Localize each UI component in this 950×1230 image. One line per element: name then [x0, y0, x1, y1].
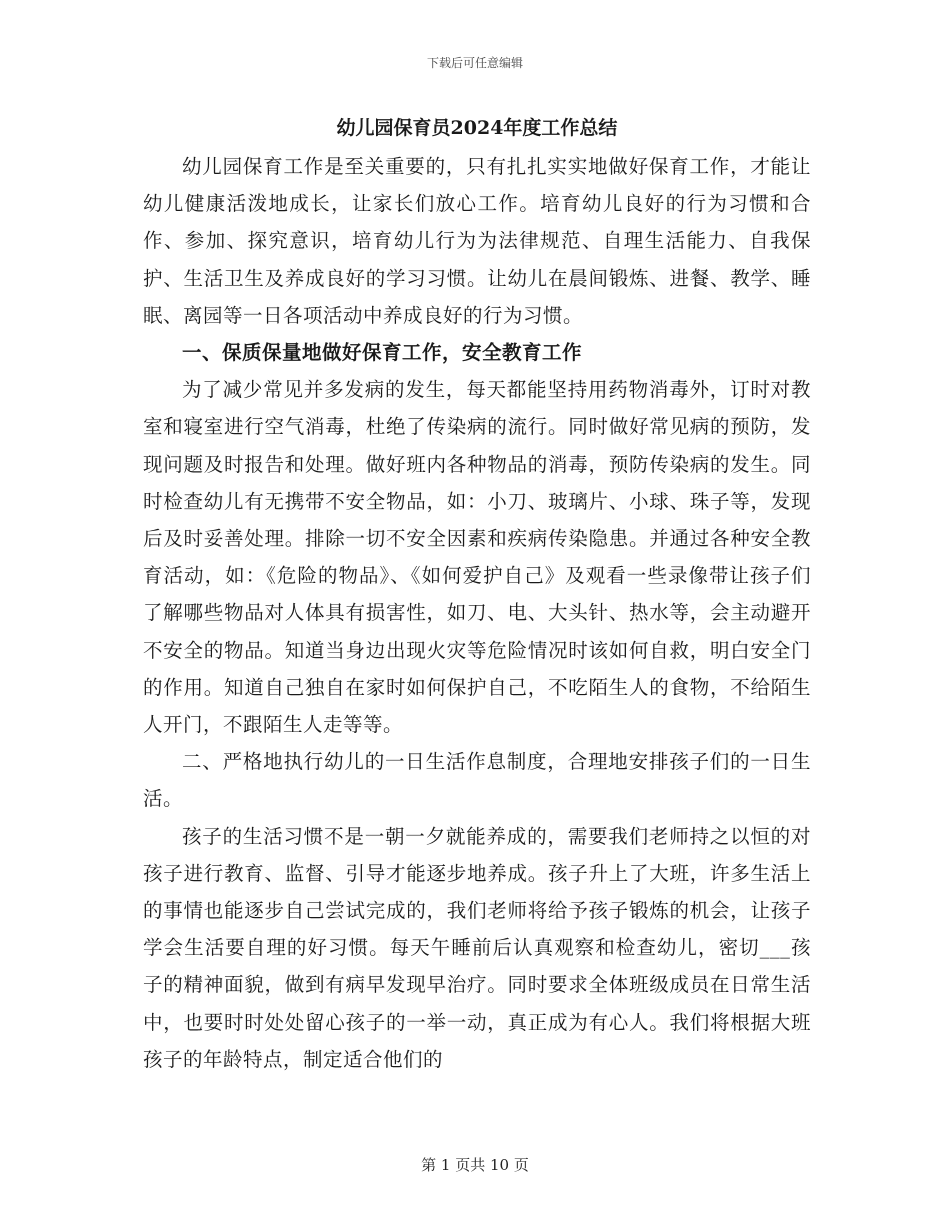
document-title: 幼儿园保育员2024年度工作总结	[336, 117, 618, 139]
page-number: 第 1 页共 10 页	[421, 1156, 529, 1174]
paragraph-safety: 为了减少常见并多发病的发生，每天都能坚持用药物消毒外，订时对教室和寝室进行空气消毒，杜绝了传染病的流行。同时做好常见病的预防，发现问题及时报告和处理。做好班内各种物品的消毒，预防传染病的发生。同时检查幼儿有无携带不安全物品，如：小刀、玻璃片、小球、珠子等，发现后及时妥善处理。排除一切不安全因素和疾病传染隐患。并通过各种安全教育活动，如：《危险的物品》、《如何爱护自己》及观看一些录像带让孩子们了解哪些物品对人体具有损害性，如刀、电、大头针、热水等，会主动避开不安全的物品。知道当身边出现火灾等危险情况时该如何自救，明白安全门的作用。知道自己独自在家时如何保护自己，不吃陌生人的食物，不给陌生人开门，不跟陌生人走等等。	[143, 378, 811, 737]
paragraph-intro: 幼儿园保育工作是至关重要的，只有扎扎实实地做好保育工作，才能让幼儿健康活泼地成长，让家长们放心工作。培育幼儿良好的行为习惯和合作、参加、探究意识，培育幼儿行为为法律规范、自理生活能力、自我保护、生活卫生及养成良好的学习习惯。让幼儿在晨间锻炼、进餐、教学、睡眠、离园等一日各项活动中养成良好的行为习惯。	[143, 155, 811, 327]
paragraph-habits: 孩子的生活习惯不是一朝一夕就能养成的，需要我们老师持之以恒的对孩子进行教育、监督、引导才能逐步地养成。孩子升上了大班，许多生活上的事情也能逐步自己尝试完成的，我们老师将给予孩子锻炼的机会，让孩子学会生活要自理的好习惯。每天午睡前后认真观察和检查幼儿，密切___孩子的精神面貌，做到有病早发现早治疗。同时要求全体班级成员在日常生活中，也要时时处处留心孩子的一举一动，真正成为有心人。我们将根据大班孩子的年龄特点，制定适合他们的	[143, 824, 811, 1071]
section-heading-1: 一、保质保量地做好保育工作，安全教育工作	[182, 341, 583, 365]
document-body	[143, 108, 811, 1078]
section-heading-2: 二、严格地执行幼儿的一日生活作息制度，合理地安排孩子们的一日生活。	[143, 750, 811, 811]
page-header-note: 下载后可任意编辑	[426, 56, 523, 70]
